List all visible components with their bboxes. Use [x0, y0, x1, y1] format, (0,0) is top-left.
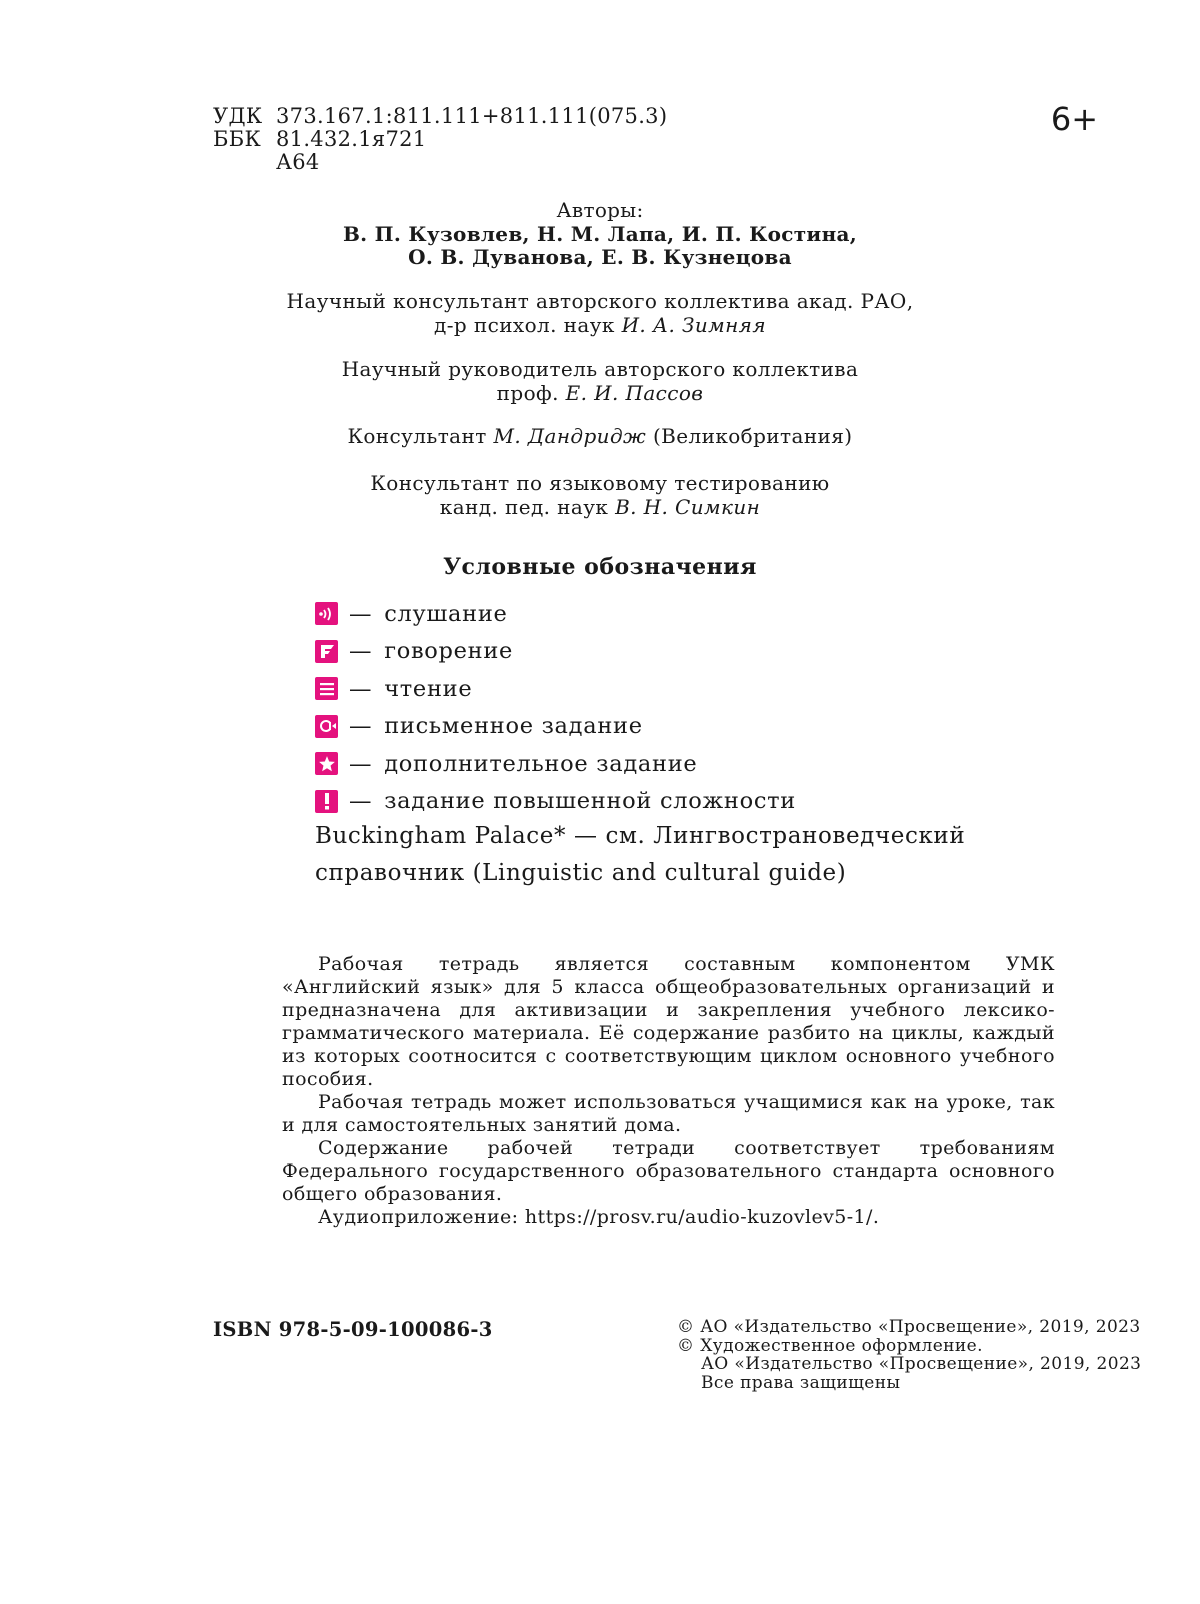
udk-label: УДК [213, 104, 263, 128]
reading-icon [315, 677, 338, 700]
reference-note: Buckingham Palace* — см. Лингвострановедческий справочник (Linguistic and cultural guide) [315, 823, 966, 886]
lead-name: Е. И. Пассов [565, 380, 704, 405]
testing-consultant: Консультант по языковому тестированию канд. пед. наук В. Н. Симкин [370, 471, 830, 519]
legend-item: — задание повышенной сложности [315, 783, 796, 821]
description-paragraph: Содержание рабочей тетради соответствует требованиям Федерального государственного образовательного стандарта основного общего образования. [282, 1137, 1055, 1205]
scientific-lead: Научный руководитель авторского коллектива проф. Е. И. Пассов [341, 357, 859, 405]
star-icon [315, 752, 338, 775]
bbk-label: ББК [213, 127, 262, 151]
udk-code: 373.167.1:811.111+811.111(075.3) [276, 104, 668, 128]
legend-item: — слушание [315, 595, 796, 633]
legend-item: — говорение [315, 633, 796, 671]
copyright-block: © АО «Издательство «Просвещение», 2019, 2023 © Художественное оформление. АО «Издательство «Просвещение», 2019, 2023 Все права защищены [677, 1317, 1142, 1393]
scientific-consultant: Научный консультант авторского коллектива акад. РАО, д-р психол. наук И. А. Зимняя [286, 289, 914, 337]
consultant-name: И. А. Зимняя [621, 312, 766, 337]
authors-names-line1: В. П. Кузовлев, Н. М. Лапа, И. П. Костина, [342, 221, 858, 246]
speaking-icon [315, 640, 338, 663]
author-mark: А64 [276, 150, 320, 174]
age-rating: 6+ [1050, 100, 1098, 138]
legend-list [315, 595, 796, 820]
isbn: ISBN 978-5-09-100086-3 [213, 1318, 493, 1341]
classification-block [213, 105, 667, 174]
listening-icon [315, 602, 338, 625]
legend-title: Условные обозначения [443, 554, 757, 580]
legend-item: — чтение [315, 670, 796, 708]
description-paragraph: Рабочая тетрадь является составным компонентом УМК «Английский язык» для 5 класса общеобразовательных организаций и предназначена для активизации и закрепления учебного лексико-грамматического материала. Её содержание разбито на циклы, каждый из которых соотносится с соответствующим циклом основного учебного пособия. [282, 953, 1055, 1090]
foreign-consultant-name: М. Дандридж [493, 424, 647, 448]
foreign-consultant: Консультант М. Дандридж (Великобритания) [347, 424, 853, 448]
legend-item: — письменное задание [315, 708, 796, 746]
authors-names-line2: О. В. Дуванова, Е. В. Кузнецова [408, 245, 792, 269]
audio-link-paragraph: Аудиоприложение: https://prosv.ru/audio-kuzovlev5-1/. [318, 1206, 880, 1228]
exclamation-icon [315, 790, 338, 813]
bbk-code: 81.432.1я721 [276, 127, 427, 151]
description-paragraph: Рабочая тетрадь может использоваться учащимися как на уроке, так и для самостоятельных занятий дома. [282, 1091, 1055, 1136]
authors-label: Авторы: [556, 198, 644, 222]
authors-block [0, 199, 1200, 270]
testing-consultant-name: В. Н. Симкин [615, 494, 761, 519]
legend-item: — дополнительное задание [315, 745, 796, 783]
description-block [282, 953, 1055, 1229]
writing-icon [315, 715, 338, 738]
